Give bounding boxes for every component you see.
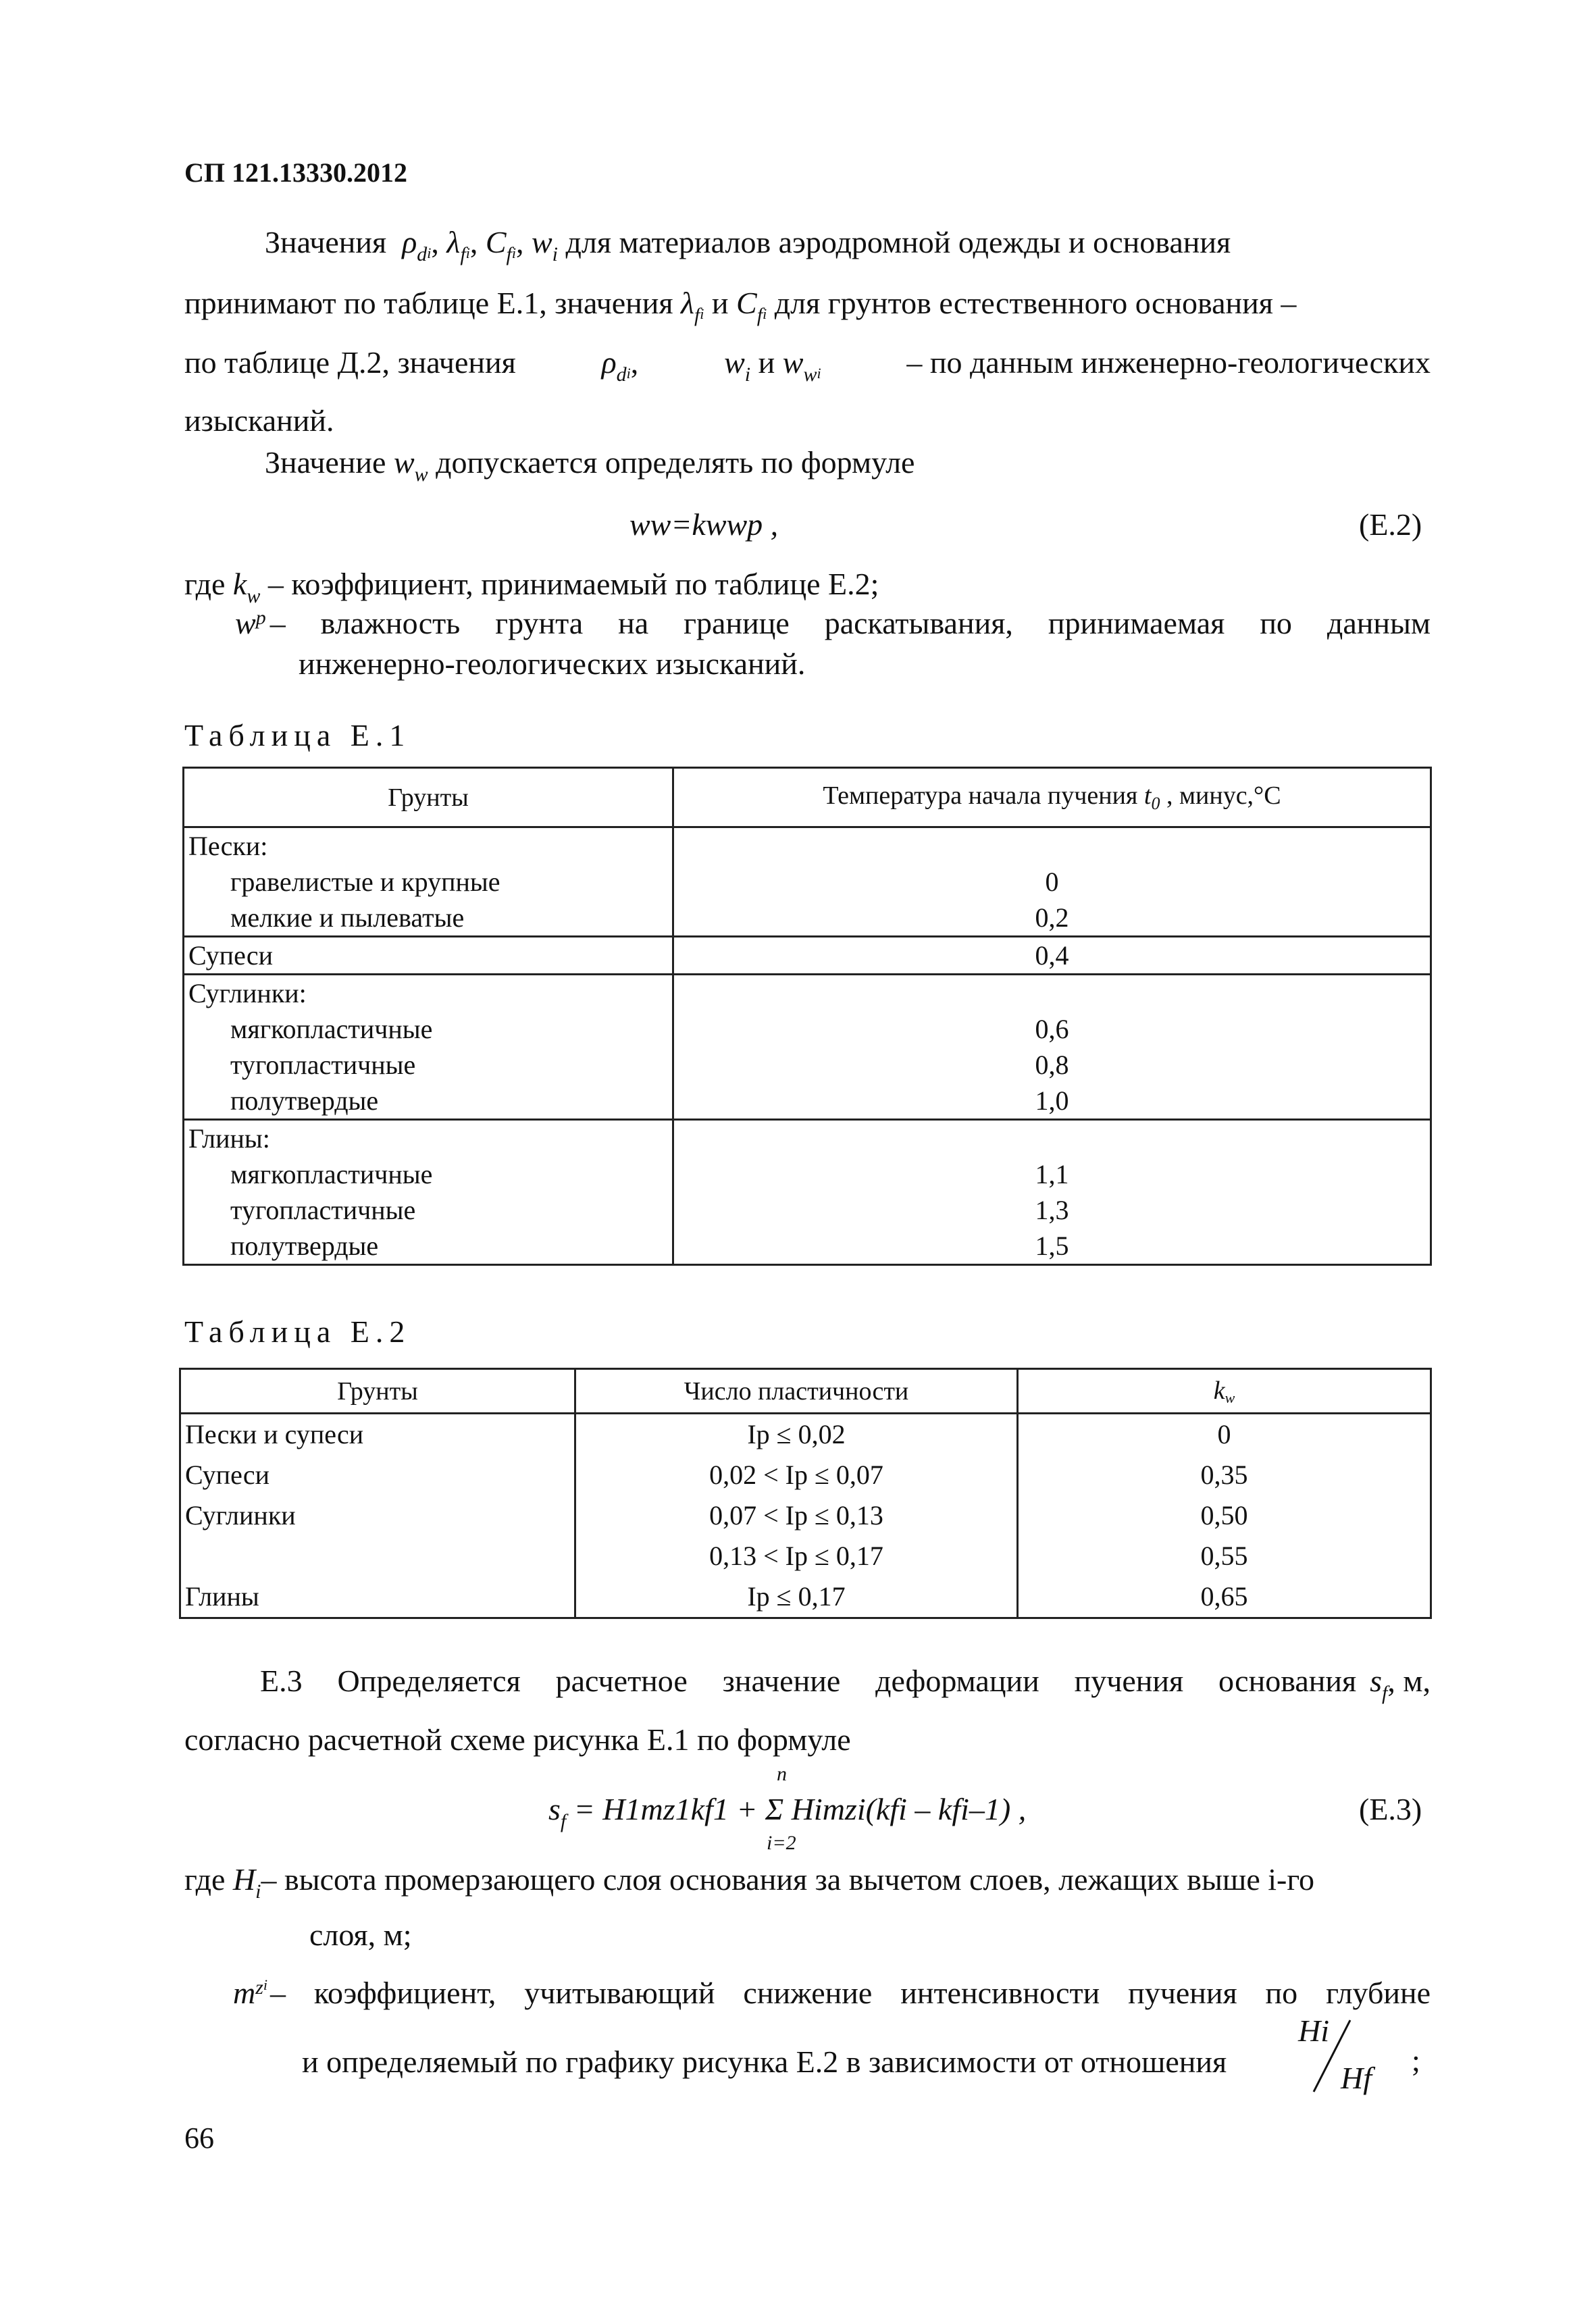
table1-header-temp: Температура начала пучения $t_0$ , минус,°С	[673, 768, 1431, 827]
where-mz-line2: и определяемый по графику рисунка Е.2 в зависимости от отношения	[302, 2045, 1227, 2079]
table2-header-kw: kw	[1018, 1369, 1431, 1414]
table1-caption: Таблица Е.1	[184, 718, 411, 752]
formula-e3-sum-upper: n	[777, 1763, 787, 1785]
e3-line1: Е.3 Определяется расчетное значение деформации пучения основания $s_f$, м,	[260, 1664, 1431, 1704]
formula-e2: ww=kwwp ,	[629, 507, 779, 542]
table1-group-sand-values: 0 0,2	[673, 827, 1431, 937]
page-number: 66	[184, 2122, 214, 2155]
para1-line4: изысканий.	[184, 403, 334, 438]
table1-group-sandyloam-value: 0,4	[673, 937, 1431, 975]
where-kw: где $k_w$ – коэффициент, принимаемый по таблице Е.2;	[184, 567, 879, 607]
where-mz-line1: m z i – коэффициент, учитывающий снижение интенсивности пучения по глубине	[233, 1976, 1431, 2010]
table1-group-sandyloam: Супеси	[184, 937, 673, 975]
formula-e3: $s_f = H1mz1kf1 + \Sigma$ Himzi(kfi – kfi–1) ,	[548, 1792, 1027, 1832]
para1-line1: Значения $\rho_di$, $\lambda_fi$, $C_fi$, $w_i$ для материалов аэродромной одежды и основания	[265, 225, 1231, 265]
para2: Значение $w_w$ допускается определять по формуле	[265, 445, 915, 486]
formula-e2-number: (Е.2)	[1359, 507, 1422, 542]
fraction-numerator: Hi	[1298, 2013, 1329, 2048]
table1-group-loam: Суглинки: мягкопластичные тугопластичные полутвердые	[184, 975, 673, 1120]
table1-header-soil: Грунты	[184, 768, 673, 827]
where-hi-line2: слоя, м;	[309, 1918, 412, 1952]
para1-line2: принимают по таблице Е.1, значения $\lambda_fi$ и $C_fi$ для грунтов естественного основания –	[184, 286, 1297, 326]
formula-e3-number: (Е.3)	[1359, 1792, 1422, 1826]
fraction-end: ;	[1412, 2043, 1420, 2078]
fraction-denominator: Hf	[1341, 2061, 1372, 2095]
table2-caption: Таблица Е.2	[184, 1314, 411, 1349]
table2-col-plasticity: Ip ≤ 0,02 0,02 < Ip ≤ 0,07 0,07 < Ip ≤ 0,13 0,13 < Ip ≤ 0,17 Ip ≤ 0,17	[575, 1414, 1018, 1618]
table1-group-clay: Глины: мягкопластичные тугопластичные полутвердые	[184, 1120, 673, 1265]
table1-group-loam-values: 0,6 0,8 1,0	[673, 975, 1431, 1120]
table1-group-clay-values: 1,1 1,3 1,5	[673, 1120, 1431, 1265]
para1-line3: по таблице Д.2, значения $\rho_di$, $w_i$ и $w_wi$ – по данным инженерно-геологических	[184, 345, 1431, 386]
table2-col-soil: Пески и супеси Супеси Суглинки Глины	[180, 1414, 575, 1618]
document-code-header: СП 121.13330.2012	[184, 157, 407, 188]
table2-col-kw: 0 0,35 0,50 0,55 0,65	[1018, 1414, 1431, 1618]
where-wp-line1: w p – влажность грунта на границе раскатывания, принимаемая по данным	[235, 606, 1431, 640]
table-e2	[179, 1368, 1432, 1619]
table-e1	[182, 767, 1432, 1266]
e3-line2: согласно расчетной схеме рисунка Е.1 по формуле	[184, 1722, 851, 1757]
table2-header-plasticity: Число пластичности	[575, 1369, 1018, 1414]
where-wp-line2: инженерно-геологических изысканий.	[299, 646, 806, 681]
table1-group-sand: Пески: гравелистые и крупные мелкие и пылеватые	[184, 827, 673, 937]
where-hi-line1: где $H_i-$ высота промерзающего слоя основания за вычетом слоев, лежащих выше i-го	[184, 1862, 1315, 1903]
formula-e3-sum-lower: i=2	[767, 1832, 796, 1854]
table2-header-soil: Грунты	[180, 1369, 575, 1414]
